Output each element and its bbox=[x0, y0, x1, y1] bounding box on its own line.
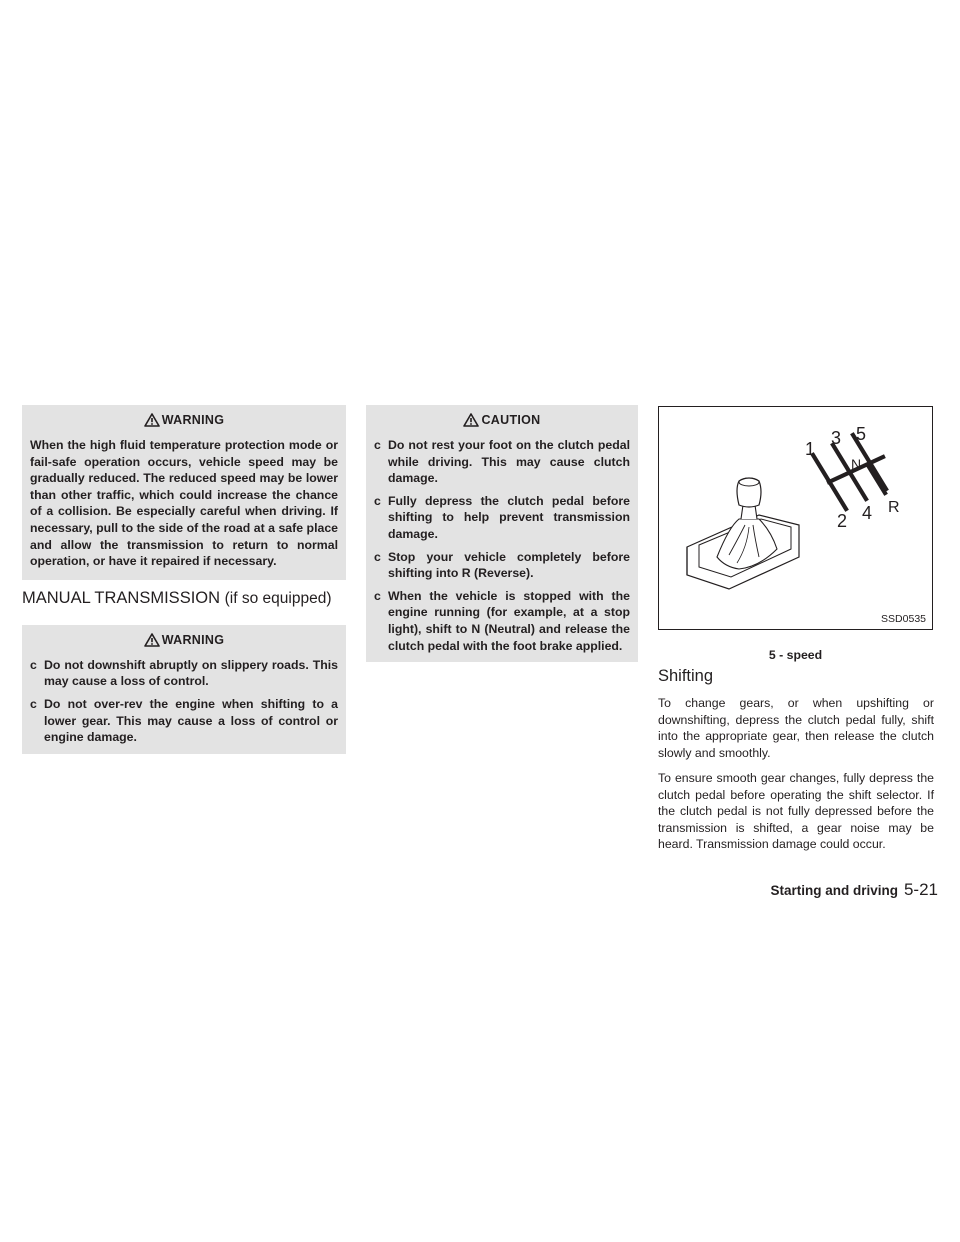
section-heading-manual-transmission: MANUAL TRANSMISSION (if so equipped) bbox=[22, 588, 332, 607]
gear-label-n: N bbox=[851, 456, 862, 472]
gear-shifter-illustration bbox=[659, 407, 932, 629]
warning-list bbox=[30, 657, 338, 746]
warning-text: When the high fluid temperature protection mode or fail-safe operation occurs, vehicle speed may be gradually reduced. The reduced speed may be lower than other traffic, which could increase the chance of a collision. Be especially careful when driving. If necessary, pull to the side of the road at a safe place and allow the transmission to return to normal operation, or have it repaired if necessary. bbox=[30, 438, 338, 569]
warning-triangle-icon bbox=[144, 413, 160, 427]
gear-label-4: 4 bbox=[862, 503, 873, 523]
list-item: c Do not downshift abruptly on slippery roads. This may cause a loss of control. bbox=[30, 657, 338, 689]
list-item: c Stop your vehicle completely before shifting into R (Reverse). bbox=[374, 549, 630, 581]
caution-title: CAUTION bbox=[374, 413, 630, 427]
figure-caption: 5 - speed bbox=[768, 648, 823, 662]
left-column bbox=[22, 405, 346, 754]
gear-label-5: 5 bbox=[856, 424, 867, 444]
warning-box-fluid-temp bbox=[22, 405, 346, 580]
list-item: c Fully depress the clutch pedal before shifting to help prevent transmission damage. bbox=[374, 493, 630, 541]
gear-label-2: 2 bbox=[837, 511, 848, 531]
gear-label-r: R bbox=[888, 499, 900, 516]
shifting-paragraph: To change gears, or when upshifting or downshifting, depress the clutch pedal fully, shift into the appropriate gear, then release the clutch slowly and smoothly. bbox=[658, 696, 934, 760]
caution-list bbox=[374, 437, 630, 654]
shift-pattern-figure bbox=[658, 406, 933, 630]
page-number: 5-21 bbox=[903, 880, 938, 899]
warning-title: WARNING bbox=[30, 633, 338, 647]
gear-label-1: 1 bbox=[805, 439, 816, 459]
caution-box-clutch bbox=[366, 405, 638, 662]
page-footer bbox=[770, 880, 938, 900]
list-item: c Do not rest your foot on the clutch pedal while driving. This may cause clutch damage. bbox=[374, 438, 630, 486]
list-item: c When the vehicle is stopped with the engine running (for example, at a stop light), shift to N (Neutral) and release the clutch pedal with the foot brake applied. bbox=[374, 588, 630, 653]
list-item: c Do not over-rev the engine when shifting to a lower gear. This may cause a loss of control or engine damage. bbox=[30, 696, 338, 745]
warning-triangle-icon bbox=[144, 633, 160, 647]
chapter-title: Starting and driving bbox=[770, 883, 898, 898]
figure-code: SSD0535 bbox=[881, 613, 926, 625]
shifting-heading: Shifting bbox=[658, 667, 714, 685]
middle-column bbox=[366, 405, 638, 662]
caution-triangle-icon bbox=[463, 413, 479, 427]
warning-box-downshift bbox=[22, 625, 346, 754]
shifting-paragraph: To ensure smooth gear changes, fully depress the clutch pedal before operating the shift selector. If the clutch pedal is not fully depressed before the transmission is shifted, a gear noise may be heard. Transmission damage could occur. bbox=[658, 771, 934, 851]
shifting-section bbox=[658, 666, 934, 862]
warning-title: WARNING bbox=[30, 413, 338, 427]
gear-label-3: 3 bbox=[831, 428, 842, 448]
